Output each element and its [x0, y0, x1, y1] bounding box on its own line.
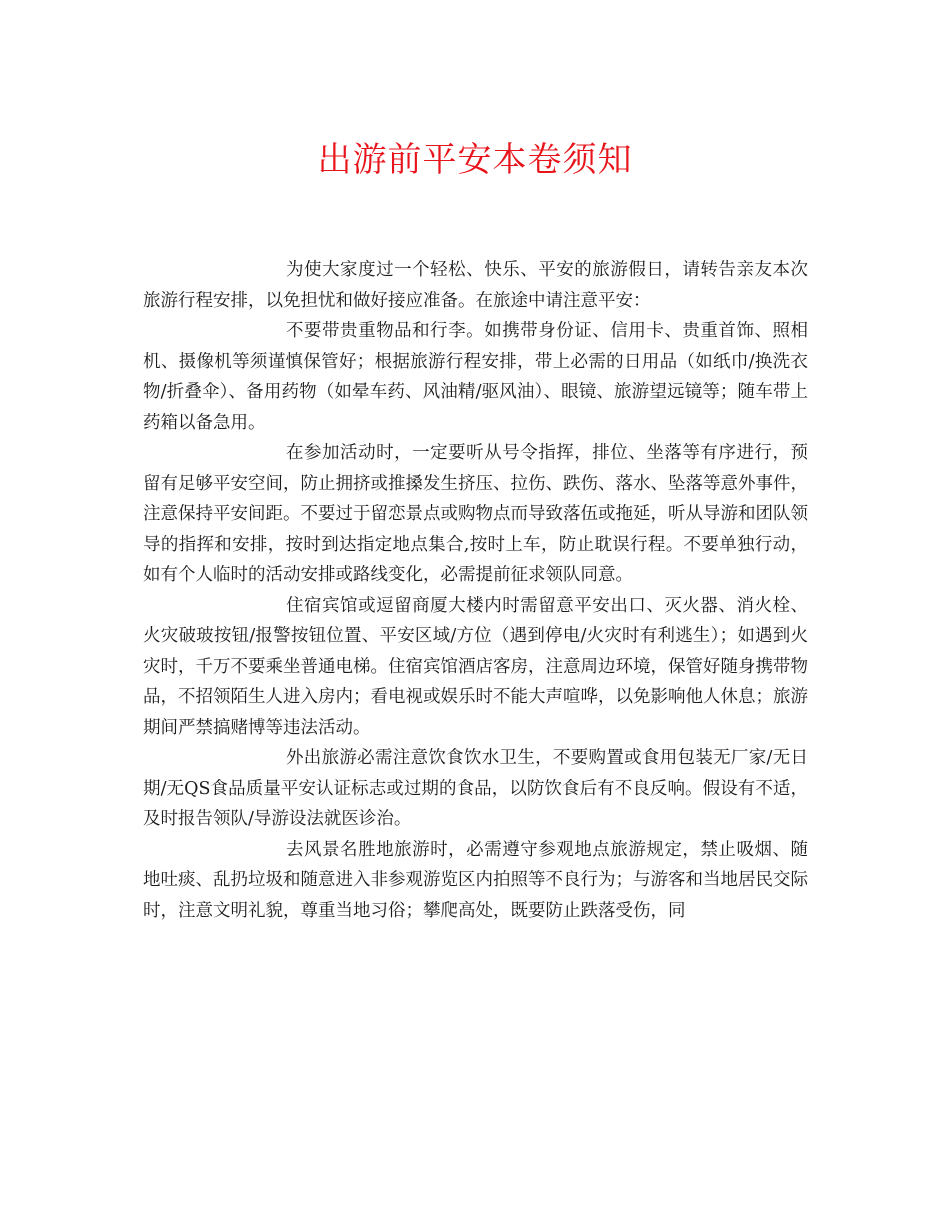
paragraph-activities: 在参加活动时，一定要听从号令指挥，排位、坐落等有序进行，预留有足够平安空间，防止拥挤或推搡发生挤压、拉伤、跌伤、落水、坠落等意外事件，注意保持平安间距。不要过于留恋景点或购物点而导致落伍或拖延，听从导游和团队领导的指挥和安排，按时到达指定地点集合,按时上车，防止耽误行程。不要单独行动，如有个人临时的活动安排或路线变化，必需提前征求领队同意。 [143, 443, 808, 585]
document-title: 出游前平安本卷须知 [317, 140, 633, 180]
paragraph-food-hygiene: 外出旅游必需注意饮食饮水卫生，不要购置或食用包装无厂家/无日期/无QS食品质量平安认证标志或过期的食品，以防饮食后有不良反响。假设有不适，及时报告领队/导游设法就医诊治。 [143, 748, 808, 829]
paragraph-hotel-safety: 住宿宾馆或逗留商厦大楼内时需留意平安出口、灭火器、消火栓、火灾破玻按钮/报警按钮位置、平安区域/方位（遇到停电/火灾时有利逃生）；如遇到火灾时，千万不要乘坐普通电梯。住宿宾馆酒店客房，注意周边环境，保管好随身携带物品，不招领陌生人进入房内；看电视或娱乐时不能大声喧哗，以免影响他人休息；旅游期间严禁搞赌博等违法活动。 [143, 595, 808, 738]
document-body [143, 255, 808, 926]
paragraph-scenic-rules: 去风景名胜地旅游时，必需遵守参观地点旅游规定，禁止吸烟、随地吐痰、乱扔垃圾和随意进入非参观游览区内拍照等不良行为；与游客和当地居民交际时，注意文明礼貌，尊重当地习俗；攀爬高处，既要防止跌落受伤，同 [143, 839, 808, 921]
paragraph-belongings: 不要带贵重物品和行李。如携带身份证、信用卡、贵重首饰、照相机、摄像机等须谨慎保管好；根据旅游行程安排，带上必需的日用品（如纸巾/换洗衣物/折叠伞）、备用药物（如晕车药、风油精/驱风油）、眼镜、旅游望远镜等；随车带上药箱以备急用。 [143, 321, 808, 433]
paragraph-intro: 为使大家度过一个轻松、快乐、平安的旅游假日，请转告亲友本次旅游行程安排，以免担忧和做好接应准备。在旅途中请注意平安： [143, 260, 808, 311]
